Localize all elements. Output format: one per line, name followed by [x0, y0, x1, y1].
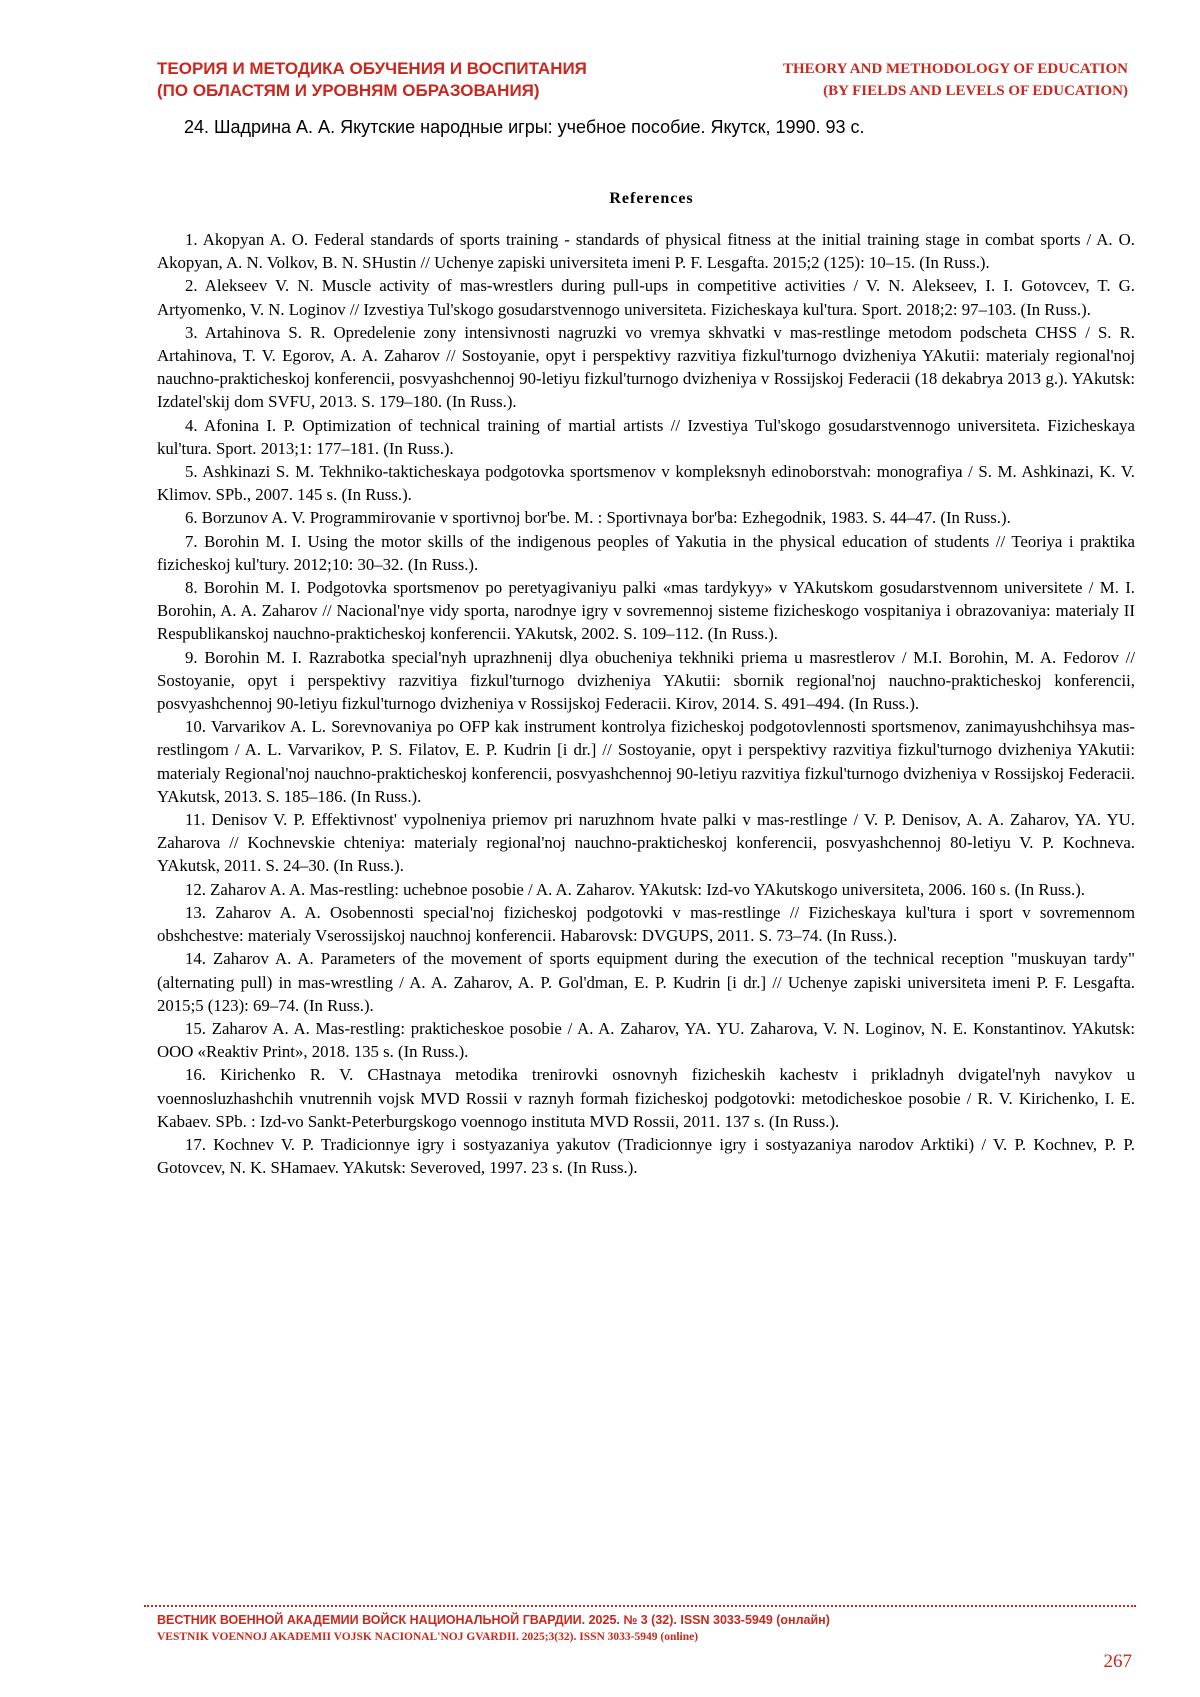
- reference-item: 15. Zaharov A. A. Mas-restling: prakticheskoe posobie / A. A. Zaharov, YA. YU. Zaharova, V. N. Loginov, N. E. Konstantinov. YAkutsk: OOO «Reaktiv Print», 2018. 135 s. (In Russ.).: [157, 1018, 1135, 1062]
- reference-item: 3. Artahinova S. R. Opredelenie zony intensivnosti nagruzki vo vremya skhvatki v mas-restlinge metodom podscheta CHSS / S. R. Artahinova, T. V. Egorov, A. A. Zaharov // Sostoyanie, opyt i perspektivy razvitiya fizkul'turnogo dvizheniya YAkutii: materialy regional'noj nauchno-prakticheskoj konferencii, posvyashchennoj 90-letiyu fizkul'turnogo dvizheniya v Rossijskoj Federacii (18 dekabrya 2013 g.). YAkutsk: Izdatel'skij dom SVFU, 2013. S. 179–180. (In Russ.).: [157, 322, 1135, 412]
- reference-item: 9. Borohin M. I. Razrabotka special'nyh uprazhnenij dlya obucheniya tekhniki priema u masrestlerov / M.I. Borohin, M. A. Fedorov // Sostoyanie, opyt i perspektivy razvitiya fizkul'turnogo dvizheniya YAkutii: sbornik regional'noj nauchno-prakticheskoj konferencii, posvyashchennoj 90-letiyu fizkul'turnogo dvizheniya v Rossijskoj Federacii. Kirov, 2014. S. 491–494. (In Russ.).: [157, 647, 1135, 714]
- reference-item: 16. Kirichenko R. V. CHastnaya metodika trenirovki osnovnyh fizicheskih kachestv i prikladnyh dvigatel'nyh navykov u voennosluzhashchih vnutrennih vojsk MVD Rossii v raznyh formah fizicheskoj podgotovki: metodicheskoe posobie / R. V. Kirichenko, I. E. Kabaev. SPb. : Izd-vo Sankt-Peterburgskogo voennogo instituta MVD Rossii, 2011. 137 s. (In Russ.).: [157, 1065, 1135, 1131]
- reference-item: 4. Afonina I. P. Optimization of technical training of martial artists // Izvestiya Tul'skogo gosudarstvennogo universiteta. Fizicheskaya kul'tura. Sport. 2013;1: 177–181. (In Russ.).: [157, 415, 1135, 458]
- footer-line-ru: ВЕСТНИК ВОЕННОЙ АКАДЕМИИ ВОЙСК НАЦИОНАЛЬНОЙ ГВАРДИИ. 2025. № 3 (32). ISSN 3033-5949 (онлайн): [157, 1613, 830, 1627]
- footer-divider: [144, 1605, 1136, 1607]
- reference-item: 14. Zaharov A. A. Parameters of the movement of sports equipment during the execution of the technical reception "muskuyan tardy" (alternating pull) in mas-wrestling / A. A. Zaharov, A. P. Gol'dman, E. P. Kudrin [i dr.] // Uchenye zapiski universiteta imeni P. F. Lesgafta. 2015;5 (123): 69–74. (In Russ.).: [157, 949, 1135, 1015]
- journal-section-header-en: [783, 58, 1128, 102]
- reference-item: 13. Zaharov A. A. Osobennosti special'noj fizicheskoj podgotovki v mas-restlinge // Fizicheskaya kul'tura i sport v sovremennom obshchestve: materialy Vserossijskoj nauchnoj konferencii. Habarovsk: DVGUPS, 2011. S. 73–74. (In Russ.).: [157, 902, 1135, 946]
- reference-item: 8. Borohin M. I. Podgotovka sportsmenov po peretyagivaniyu palki «mas tardykyy» v YAkutskom gosudarstvennom universitete / M. I. Borohin, A. A. Zaharov // Nacional'nye vidy sporta, narodnye igry v sovremennoj sisteme fizicheskogo vospitaniya i obrazovaniya: materialy II Respublikanskoj nauchno-prakticheskoj konferencii. YAkutsk, 2002. S. 109–112. (In Russ.).: [157, 578, 1135, 644]
- previous-reference-item: 24. Шадрина А. А. Якутские народные игры: учебное пособие. Якутск, 1990. 93 с.: [184, 117, 865, 137]
- references-heading: References: [609, 190, 694, 207]
- header-en-line1: THEORY AND METHODOLOGY OF EDUCATION: [782, 61, 1128, 77]
- journal-footer: [157, 1612, 830, 1646]
- page-number: 267: [1103, 1651, 1132, 1672]
- reference-item: 12. Zaharov A. A. Mas-restling: uchebnoe posobie / A. A. Zaharov. YAkutsk: Izd-vo YAkutskogo universiteta, 2006. 160 s. (In Russ.).: [185, 879, 1086, 899]
- reference-item: 6. Borzunov A. V. Programmirovanie v sportivnoj bor'be. M. : Sportivnaya bor'ba: Ezhegodnik, 1983. S. 44–47. (In Russ.).: [185, 508, 1011, 528]
- reference-item: 10. Varvarikov A. L. Sorevnovaniya po OFP kak instrument kontrolya fizicheskoj podgotovlennosti sportsmenov, zanimayushchihsya mas-restlingom / A. L. Varvarikov, P. S. Filatov, E. P. Kudrin [i dr.] // Sostoyanie, opyt i perspektivy razvitiya fizkul'turnogo dvizheniya YAkutii: materialy Regional'noj nauchno-prakticheskoj konferencii, posvyashchennoj 90-letiyu razvitiya fizkul'turnogo dvizheniya v Rossijskoj Federacii. YAkutsk, 2013. S. 185–186. (In Russ.).: [157, 717, 1135, 806]
- reference-item: 5. Ashkinazi S. M. Tekhniko-takticheskaya podgotovka sportsmenov v kompleksnyh edinoborstvah: monografiya / S. M. Ashkinazi, K. V. Klimov. SPb., 2007. 145 s. (In Russ.).: [157, 462, 1135, 505]
- journal-section-header-ru: [157, 58, 587, 102]
- header-ru-line1: ТЕОРИЯ И МЕТОДИКА ОБУЧЕНИЯ И ВОСПИТАНИЯ: [157, 59, 587, 78]
- reference-item: 2. Alekseev V. N. Muscle activity of mas-wrestlers during pull-ups in competitive activities / V. N. Alekseev, I. I. Gotovcev, T. G. Artyomenko, V. N. Loginov // Izvestiya Tul'skogo gosudarstvennogo universiteta. Fizicheskaya kul'tura. Sport. 2018;2: 97–103. (In Russ.).: [157, 276, 1135, 319]
- reference-item: 7. Borohin M. I. Using the motor skills of the indigenous peoples of Yakutia in the physical education of students // Teoriya i praktika fizicheskoj kul'tury. 2012;10: 30–32. (In Russ.).: [157, 531, 1135, 574]
- reference-item: 11. Denisov V. P. Effektivnost' vypolneniya priemov pri naruzhnom hvate palki v mas-restlinge / V. P. Denisov, A. A. Zaharov, YA. YU. Zaharova // Kochnevskie chteniya: materialy regional'noj nauchno-prakticheskoj konferencii, posvyashchennoj 80-letiyu V. P. Kochneva. YAkutsk, 2011. S. 24–30. (In Russ.).: [157, 810, 1135, 876]
- footer-line-en: VESTNIK VOENNOJ AKADEMII VOJSK NACIONAL'NOJ GVARDII. 2025;3(32). ISSN 3033-5949 (online): [157, 1631, 699, 1643]
- reference-item: 17. Kochnev V. P. Tradicionnye igry i sostyazaniya yakutov (Tradicionnye igry i sostyazaniya narodov Arktiki) / V. P. Kochnev, P. P. Gotovcev, N. K. SHamaev. YAkutsk: Severoved, 1997. 23 s. (In Russ.).: [157, 1134, 1135, 1178]
- header-en-line2: (BY FIELDS AND LEVELS OF EDUCATION): [823, 83, 1128, 99]
- references-list: [157, 228, 1135, 1179]
- header-ru-line2: (ПО ОБЛАСТЯМ И УРОВНЯМ ОБРАЗОВАНИЯ): [157, 81, 540, 100]
- reference-item: 1. Akopyan A. O. Federal standards of sports training - standards of physical fitness at the initial training stage in combat sports / A. O. Akopyan, A. N. Volkov, B. N. SHustin // Uchenye zapiski universiteta imeni P. F. Lesgafta. 2015;2 (125): 10–15. (In Russ.).: [157, 230, 1135, 273]
